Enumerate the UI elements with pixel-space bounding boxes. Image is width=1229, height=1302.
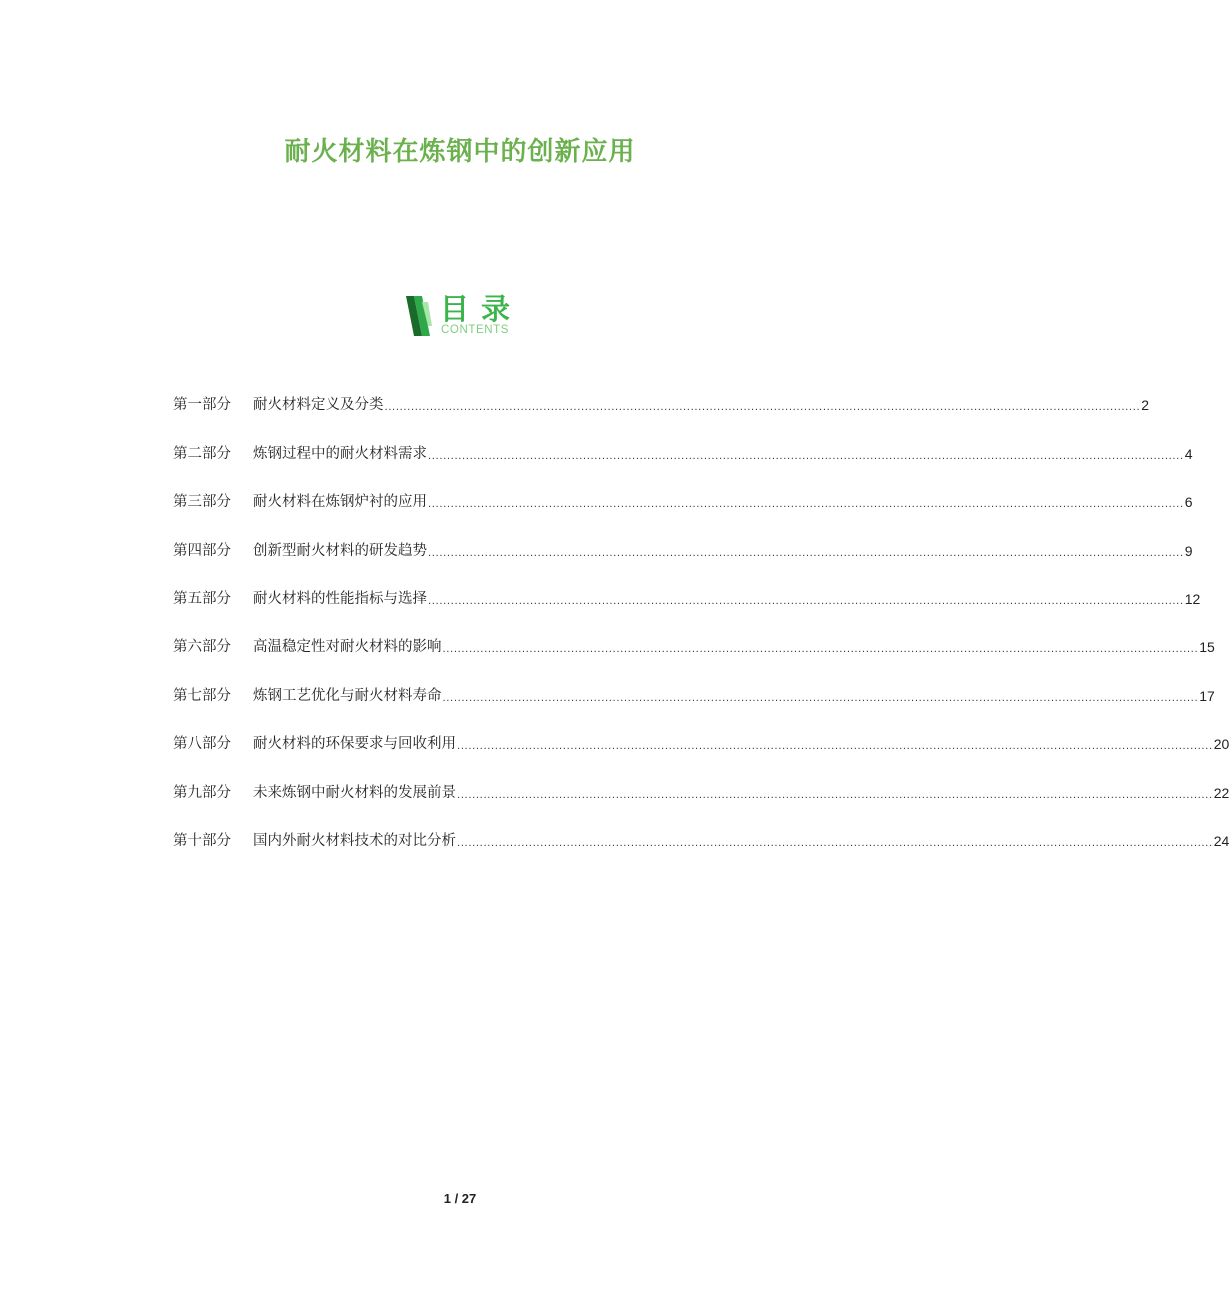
toc-part-label: 第五部分 xyxy=(173,590,231,607)
toc-leader-dots: ........................................................................................................................................................................................................ xyxy=(457,789,1213,801)
page-indicator: 1 / 27 xyxy=(443,1191,477,1206)
toc-entry[interactable] xyxy=(173,415,1193,463)
toc-entry[interactable] xyxy=(173,803,1229,851)
toc-leader-dots: ........................................................................................................................................................................................................ xyxy=(384,402,1141,414)
toc-part-label: 第四部分 xyxy=(173,542,231,559)
table-of-contents xyxy=(173,367,1229,851)
toc-entry-title: 创新型耐火材料的研发趋势 xyxy=(253,542,427,559)
toc-part-label: 第六部分 xyxy=(173,639,231,656)
toc-page-number: 4 xyxy=(1184,445,1193,462)
toc-part-label: 第一部分 xyxy=(173,397,231,414)
book-icon xyxy=(404,296,434,336)
toc-subheading: CONTENTS xyxy=(441,324,510,336)
toc-entry[interactable] xyxy=(173,657,1215,705)
toc-entry[interactable] xyxy=(173,561,1201,609)
toc-page-number: 15 xyxy=(1199,639,1215,656)
toc-leader-dots: ........................................................................................................................................................................................................ xyxy=(457,837,1213,849)
toc-page-number: 17 xyxy=(1199,687,1215,704)
toc-leader-dots: ........................................................................................................................................................................................................ xyxy=(457,741,1213,753)
toc-page-number: 2 xyxy=(1141,397,1150,414)
toc-entry-title: 耐火材料在炼钢炉衬的应用 xyxy=(253,494,427,511)
toc-entry-title: 耐火材料定义及分类 xyxy=(253,397,384,414)
toc-entry-title: 炼钢工艺优化与耐火材料寿命 xyxy=(253,687,442,704)
toc-entry[interactable] xyxy=(173,609,1215,657)
toc-heading: 目录 xyxy=(440,292,523,326)
toc-leader-dots: ........................................................................................................................................................................................................ xyxy=(428,499,1184,511)
toc-entry-title: 炼钢过程中的耐火材料需求 xyxy=(253,445,427,462)
toc-header xyxy=(404,293,524,343)
toc-leader-dots: ........................................................................................................................................................................................................ xyxy=(442,692,1199,704)
toc-page-number: 6 xyxy=(1184,494,1193,511)
toc-part-label: 第十部分 xyxy=(173,832,231,849)
toc-part-label: 第九部分 xyxy=(173,784,231,801)
toc-page-number: 24 xyxy=(1213,832,1229,849)
toc-page-number: 22 xyxy=(1213,784,1229,801)
toc-page-number: 20 xyxy=(1213,736,1229,753)
document-title: 耐火材料在炼钢中的创新应用 xyxy=(284,137,636,168)
toc-page-number: 12 xyxy=(1184,590,1201,607)
toc-leader-dots: ........................................................................................................................................................................................................ xyxy=(442,644,1199,656)
toc-entry-title: 国内外耐火材料技术的对比分析 xyxy=(253,832,456,849)
toc-part-label: 第二部分 xyxy=(173,445,231,462)
toc-entry[interactable] xyxy=(173,367,1150,415)
toc-part-label: 第八部分 xyxy=(173,736,231,753)
toc-part-label: 第三部分 xyxy=(173,494,231,511)
toc-entry-title: 耐火材料的性能指标与选择 xyxy=(253,590,427,607)
toc-entry[interactable] xyxy=(173,512,1193,560)
toc-entry[interactable] xyxy=(173,754,1229,802)
toc-entry-title: 高温稳定性对耐火材料的影响 xyxy=(253,639,442,656)
toc-leader-dots: ........................................................................................................................................................................................................ xyxy=(428,450,1184,462)
toc-leader-dots: ........................................................................................................................................................................................................ xyxy=(428,547,1184,559)
toc-entry-title: 耐火材料的环保要求与回收利用 xyxy=(253,736,456,753)
toc-leader-dots: ........................................................................................................................................................................................................ xyxy=(428,595,1184,607)
toc-page-number: 9 xyxy=(1184,542,1193,559)
toc-entry-title: 未来炼钢中耐火材料的发展前景 xyxy=(253,784,456,801)
toc-part-label: 第七部分 xyxy=(173,687,231,704)
toc-entry[interactable] xyxy=(173,706,1229,754)
toc-entry[interactable] xyxy=(173,464,1193,512)
